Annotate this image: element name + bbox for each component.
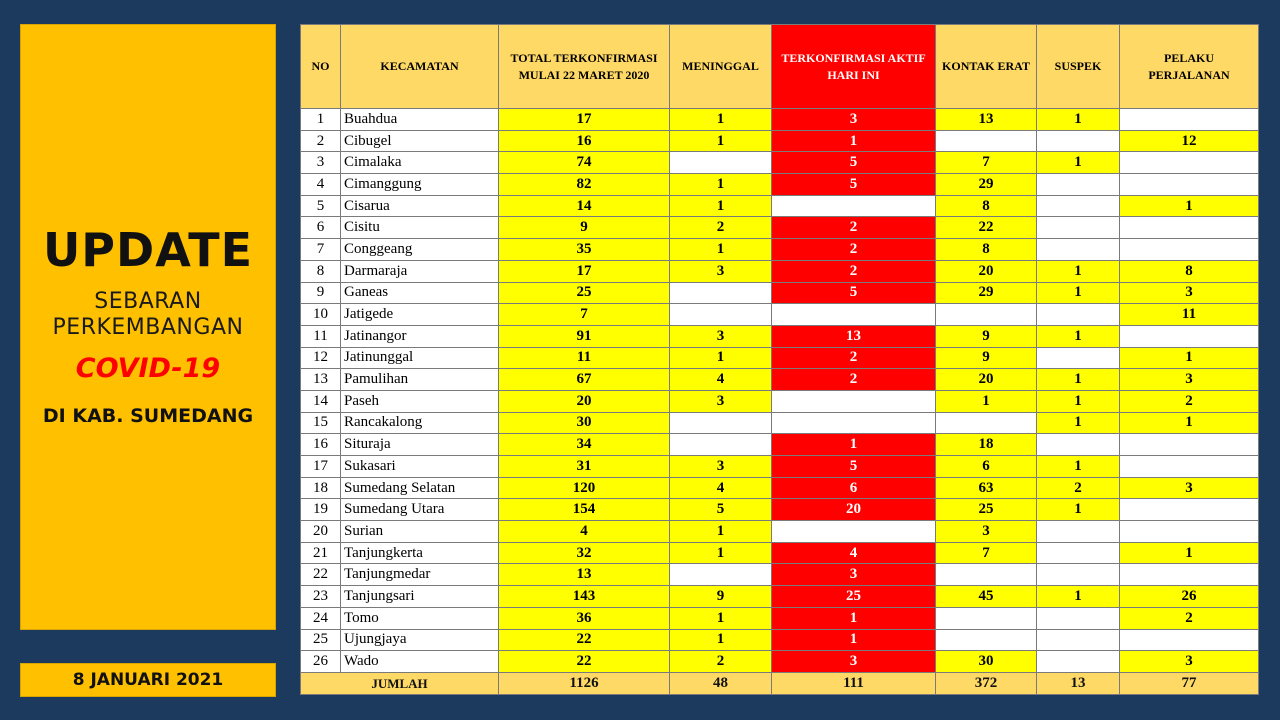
cell-no: 16 xyxy=(301,434,341,456)
cell-kontak xyxy=(936,130,1037,152)
cell-kontak: 8 xyxy=(936,239,1037,261)
cell-kecamatan: Cisarua xyxy=(341,195,499,217)
cell-kecamatan: Conggeang xyxy=(341,239,499,261)
table-row xyxy=(301,152,1259,174)
total-row xyxy=(301,672,1259,694)
cell-no: 23 xyxy=(301,586,341,608)
cell-kecamatan: Ujungjaya xyxy=(341,629,499,651)
cell-no: 3 xyxy=(301,152,341,174)
cell-meninggal xyxy=(670,304,772,326)
cell-kecamatan: Sumedang Selatan xyxy=(341,477,499,499)
cell-no: 9 xyxy=(301,282,341,304)
table-row xyxy=(301,651,1259,673)
cell-pelaku: 1 xyxy=(1120,195,1259,217)
cell-kontak: 25 xyxy=(936,499,1037,521)
cell-no: 11 xyxy=(301,325,341,347)
cell-suspek: 1 xyxy=(1037,325,1120,347)
cell-aktif: 25 xyxy=(772,586,936,608)
cell-total: 14 xyxy=(499,195,670,217)
cell-suspek: 1 xyxy=(1037,282,1120,304)
cell-aktif: 2 xyxy=(772,347,936,369)
cell-kontak: 1 xyxy=(936,390,1037,412)
cell-pelaku: 3 xyxy=(1120,651,1259,673)
cell-no: 18 xyxy=(301,477,341,499)
cell-total: 22 xyxy=(499,651,670,673)
header-no: NO xyxy=(301,25,341,109)
table-row xyxy=(301,174,1259,196)
cell-suspek xyxy=(1037,304,1120,326)
cell-no: 24 xyxy=(301,607,341,629)
cell-pelaku xyxy=(1120,564,1259,586)
total-label: JUMLAH xyxy=(301,672,499,694)
cell-total: 20 xyxy=(499,390,670,412)
cell-pelaku: 11 xyxy=(1120,304,1259,326)
cell-meninggal: 3 xyxy=(670,390,772,412)
cell-aktif: 5 xyxy=(772,456,936,478)
cell-suspek xyxy=(1037,434,1120,456)
cell-no: 13 xyxy=(301,369,341,391)
table-row xyxy=(301,607,1259,629)
cell-kontak: 29 xyxy=(936,282,1037,304)
cell-meninggal: 3 xyxy=(670,325,772,347)
cell-pelaku: 3 xyxy=(1120,477,1259,499)
cell-kecamatan: Cisitu xyxy=(341,217,499,239)
cell-no: 5 xyxy=(301,195,341,217)
table-row xyxy=(301,109,1259,131)
cell-suspek xyxy=(1037,195,1120,217)
total-kontak: 372 xyxy=(936,672,1037,694)
cell-pelaku xyxy=(1120,109,1259,131)
table-row xyxy=(301,390,1259,412)
cell-kontak: 9 xyxy=(936,325,1037,347)
cell-total: 34 xyxy=(499,434,670,456)
location-label: DI KAB. SUMEDANG xyxy=(42,405,254,427)
cell-no: 2 xyxy=(301,130,341,152)
cell-kecamatan: Situraja xyxy=(341,434,499,456)
cell-suspek: 1 xyxy=(1037,586,1120,608)
cell-total: 17 xyxy=(499,109,670,131)
cell-aktif xyxy=(772,304,936,326)
cell-total: 74 xyxy=(499,152,670,174)
cell-pelaku: 3 xyxy=(1120,369,1259,391)
cell-pelaku: 1 xyxy=(1120,347,1259,369)
cell-aktif xyxy=(772,390,936,412)
cell-total: 16 xyxy=(499,130,670,152)
cell-aktif: 1 xyxy=(772,434,936,456)
cell-suspek xyxy=(1037,542,1120,564)
cell-kontak: 45 xyxy=(936,586,1037,608)
cell-pelaku xyxy=(1120,325,1259,347)
cell-no: 19 xyxy=(301,499,341,521)
cell-suspek xyxy=(1037,239,1120,261)
cell-suspek xyxy=(1037,174,1120,196)
cell-meninggal: 1 xyxy=(670,607,772,629)
cell-meninggal: 9 xyxy=(670,586,772,608)
cell-aktif: 13 xyxy=(772,325,936,347)
cell-suspek: 1 xyxy=(1037,390,1120,412)
cell-aktif: 2 xyxy=(772,260,936,282)
subtitle-line2: PERKEMBANGAN xyxy=(52,315,244,340)
cell-pelaku: 2 xyxy=(1120,607,1259,629)
table-row xyxy=(301,260,1259,282)
cell-kecamatan: Paseh xyxy=(341,390,499,412)
cell-kontak: 3 xyxy=(936,521,1037,543)
cell-kecamatan: Tanjungmedar xyxy=(341,564,499,586)
cell-pelaku xyxy=(1120,152,1259,174)
cell-suspek: 1 xyxy=(1037,499,1120,521)
table-row xyxy=(301,521,1259,543)
cell-kontak xyxy=(936,304,1037,326)
cell-kecamatan: Rancakalong xyxy=(341,412,499,434)
cell-meninggal: 2 xyxy=(670,651,772,673)
cell-no: 8 xyxy=(301,260,341,282)
table-row xyxy=(301,629,1259,651)
update-title: UPDATE xyxy=(42,223,254,277)
cell-kecamatan: Jatigede xyxy=(341,304,499,326)
total-meninggal: 48 xyxy=(670,672,772,694)
table-row xyxy=(301,542,1259,564)
cell-kontak: 7 xyxy=(936,542,1037,564)
cell-total: 11 xyxy=(499,347,670,369)
cell-pelaku xyxy=(1120,217,1259,239)
cell-aktif: 1 xyxy=(772,607,936,629)
cell-total: 35 xyxy=(499,239,670,261)
cell-pelaku xyxy=(1120,456,1259,478)
header-kecamatan: KECAMATAN xyxy=(341,25,499,109)
cell-pelaku: 3 xyxy=(1120,282,1259,304)
cell-aktif: 3 xyxy=(772,564,936,586)
cell-aktif: 1 xyxy=(772,130,936,152)
cell-meninggal xyxy=(670,282,772,304)
cell-meninggal: 1 xyxy=(670,239,772,261)
date-badge: 8 JANUARI 2021 xyxy=(20,663,276,697)
cell-kecamatan: Surian xyxy=(341,521,499,543)
cell-kontak: 8 xyxy=(936,195,1037,217)
cell-aktif: 2 xyxy=(772,369,936,391)
table-row xyxy=(301,456,1259,478)
cell-no: 17 xyxy=(301,456,341,478)
cell-kecamatan: Wado xyxy=(341,651,499,673)
cell-kontak xyxy=(936,564,1037,586)
cell-total: 154 xyxy=(499,499,670,521)
cell-meninggal: 1 xyxy=(670,521,772,543)
cell-no: 20 xyxy=(301,521,341,543)
cell-suspek: 1 xyxy=(1037,152,1120,174)
cell-suspek: 2 xyxy=(1037,477,1120,499)
cell-kecamatan: Darmaraja xyxy=(341,260,499,282)
total-total: 1126 xyxy=(499,672,670,694)
header-row xyxy=(301,25,1259,109)
cell-no: 15 xyxy=(301,412,341,434)
cell-kontak: 20 xyxy=(936,260,1037,282)
cell-meninggal: 3 xyxy=(670,456,772,478)
cell-suspek xyxy=(1037,564,1120,586)
header-suspek: SUSPEK xyxy=(1037,25,1120,109)
header-kontak: KONTAK ERAT xyxy=(936,25,1037,109)
cell-suspek xyxy=(1037,629,1120,651)
cell-kontak: 22 xyxy=(936,217,1037,239)
table-row xyxy=(301,586,1259,608)
table-row xyxy=(301,564,1259,586)
header-meninggal: MENINGGAL xyxy=(670,25,772,109)
cell-meninggal: 1 xyxy=(670,629,772,651)
table-row xyxy=(301,412,1259,434)
cell-suspek xyxy=(1037,130,1120,152)
cell-pelaku: 1 xyxy=(1120,412,1259,434)
table-row xyxy=(301,369,1259,391)
cell-kontak: 9 xyxy=(936,347,1037,369)
cell-aktif: 5 xyxy=(772,152,936,174)
table-row xyxy=(301,217,1259,239)
cell-kecamatan: Sukasari xyxy=(341,456,499,478)
cell-kontak xyxy=(936,629,1037,651)
covid-table xyxy=(300,24,1259,695)
title-panel xyxy=(20,24,276,630)
cell-no: 1 xyxy=(301,109,341,131)
table-row xyxy=(301,434,1259,456)
cell-total: 22 xyxy=(499,629,670,651)
header-total: TOTAL TERKONFIRMASI MULAI 22 MARET 2020 xyxy=(499,25,670,109)
cell-suspek xyxy=(1037,217,1120,239)
cell-aktif xyxy=(772,412,936,434)
cell-total: 4 xyxy=(499,521,670,543)
cell-aktif xyxy=(772,521,936,543)
cell-kecamatan: Cibugel xyxy=(341,130,499,152)
cell-aktif: 1 xyxy=(772,629,936,651)
cell-no: 6 xyxy=(301,217,341,239)
cell-aktif: 5 xyxy=(772,282,936,304)
cell-suspek xyxy=(1037,607,1120,629)
cell-no: 4 xyxy=(301,174,341,196)
cell-no: 22 xyxy=(301,564,341,586)
table-row xyxy=(301,130,1259,152)
cell-kecamatan: Cimalaka xyxy=(341,152,499,174)
cell-aktif: 4 xyxy=(772,542,936,564)
table-row xyxy=(301,304,1259,326)
cell-total: 30 xyxy=(499,412,670,434)
cell-suspek: 1 xyxy=(1037,109,1120,131)
cell-aktif: 6 xyxy=(772,477,936,499)
cell-suspek: 1 xyxy=(1037,260,1120,282)
cell-meninggal xyxy=(670,152,772,174)
cell-pelaku xyxy=(1120,174,1259,196)
cell-no: 7 xyxy=(301,239,341,261)
cell-kecamatan: Tanjungsari xyxy=(341,586,499,608)
cell-total: 32 xyxy=(499,542,670,564)
cell-total: 7 xyxy=(499,304,670,326)
cell-no: 26 xyxy=(301,651,341,673)
cell-meninggal: 1 xyxy=(670,130,772,152)
cell-total: 13 xyxy=(499,564,670,586)
total-suspek: 13 xyxy=(1037,672,1120,694)
cell-aktif xyxy=(772,195,936,217)
cell-no: 10 xyxy=(301,304,341,326)
cell-kecamatan: Jatinunggal xyxy=(341,347,499,369)
cell-total: 143 xyxy=(499,586,670,608)
table-row xyxy=(301,347,1259,369)
covid-label: COVID-19 xyxy=(75,353,221,384)
cell-suspek xyxy=(1037,651,1120,673)
cell-suspek: 1 xyxy=(1037,456,1120,478)
cell-meninggal: 1 xyxy=(670,347,772,369)
table-row xyxy=(301,477,1259,499)
cell-suspek xyxy=(1037,521,1120,543)
cell-total: 91 xyxy=(499,325,670,347)
cell-suspek: 1 xyxy=(1037,369,1120,391)
table-row xyxy=(301,282,1259,304)
cell-suspek xyxy=(1037,347,1120,369)
cell-pelaku xyxy=(1120,239,1259,261)
total-aktif: 111 xyxy=(772,672,936,694)
cell-no: 12 xyxy=(301,347,341,369)
cell-aktif: 3 xyxy=(772,109,936,131)
table-row xyxy=(301,239,1259,261)
cell-kecamatan: Sumedang Utara xyxy=(341,499,499,521)
cell-meninggal xyxy=(670,412,772,434)
cell-meninggal: 4 xyxy=(670,369,772,391)
table-row xyxy=(301,499,1259,521)
cell-meninggal xyxy=(670,434,772,456)
cell-total: 9 xyxy=(499,217,670,239)
cell-meninggal: 4 xyxy=(670,477,772,499)
cell-kecamatan: Cimanggung xyxy=(341,174,499,196)
header-pelaku: PELAKU PERJALANAN xyxy=(1120,25,1259,109)
cell-aktif: 20 xyxy=(772,499,936,521)
cell-meninggal: 2 xyxy=(670,217,772,239)
cell-meninggal xyxy=(670,564,772,586)
cell-no: 21 xyxy=(301,542,341,564)
cell-meninggal: 5 xyxy=(670,499,772,521)
cell-kontak: 63 xyxy=(936,477,1037,499)
cell-kecamatan: Tomo xyxy=(341,607,499,629)
cell-suspek: 1 xyxy=(1037,412,1120,434)
cell-no: 25 xyxy=(301,629,341,651)
cell-total: 36 xyxy=(499,607,670,629)
cell-kontak: 18 xyxy=(936,434,1037,456)
header-aktif: TERKONFIRMASI AKTIF HARI INI xyxy=(772,25,936,109)
cell-aktif: 2 xyxy=(772,239,936,261)
cell-kontak xyxy=(936,607,1037,629)
cell-kontak xyxy=(936,412,1037,434)
cell-kecamatan: Buahdua xyxy=(341,109,499,131)
cell-pelaku xyxy=(1120,629,1259,651)
subtitle-line1: SEBARAN xyxy=(94,289,202,314)
cell-pelaku xyxy=(1120,521,1259,543)
cell-kontak: 13 xyxy=(936,109,1037,131)
cell-aktif: 5 xyxy=(772,174,936,196)
cell-total: 17 xyxy=(499,260,670,282)
cell-kecamatan: Jatinangor xyxy=(341,325,499,347)
table-row xyxy=(301,195,1259,217)
cell-aktif: 3 xyxy=(772,651,936,673)
cell-kontak: 30 xyxy=(936,651,1037,673)
cell-meninggal: 1 xyxy=(670,109,772,131)
cell-meninggal: 1 xyxy=(670,174,772,196)
total-pelaku: 77 xyxy=(1120,672,1259,694)
cell-pelaku: 1 xyxy=(1120,542,1259,564)
cell-total: 82 xyxy=(499,174,670,196)
cell-no: 14 xyxy=(301,390,341,412)
table-row xyxy=(301,325,1259,347)
cell-kontak: 6 xyxy=(936,456,1037,478)
cell-aktif: 2 xyxy=(772,217,936,239)
cell-kontak: 29 xyxy=(936,174,1037,196)
cell-pelaku: 8 xyxy=(1120,260,1259,282)
cell-kontak: 7 xyxy=(936,152,1037,174)
cell-pelaku: 12 xyxy=(1120,130,1259,152)
cell-total: 31 xyxy=(499,456,670,478)
cell-meninggal: 3 xyxy=(670,260,772,282)
cell-pelaku: 2 xyxy=(1120,390,1259,412)
cell-pelaku xyxy=(1120,434,1259,456)
cell-meninggal: 1 xyxy=(670,542,772,564)
cell-total: 25 xyxy=(499,282,670,304)
cell-meninggal: 1 xyxy=(670,195,772,217)
cell-total: 120 xyxy=(499,477,670,499)
cell-kontak: 20 xyxy=(936,369,1037,391)
cell-kecamatan: Tanjungkerta xyxy=(341,542,499,564)
cell-kecamatan: Ganeas xyxy=(341,282,499,304)
cell-pelaku: 26 xyxy=(1120,586,1259,608)
cell-pelaku xyxy=(1120,499,1259,521)
cell-total: 67 xyxy=(499,369,670,391)
cell-kecamatan: Pamulihan xyxy=(341,369,499,391)
